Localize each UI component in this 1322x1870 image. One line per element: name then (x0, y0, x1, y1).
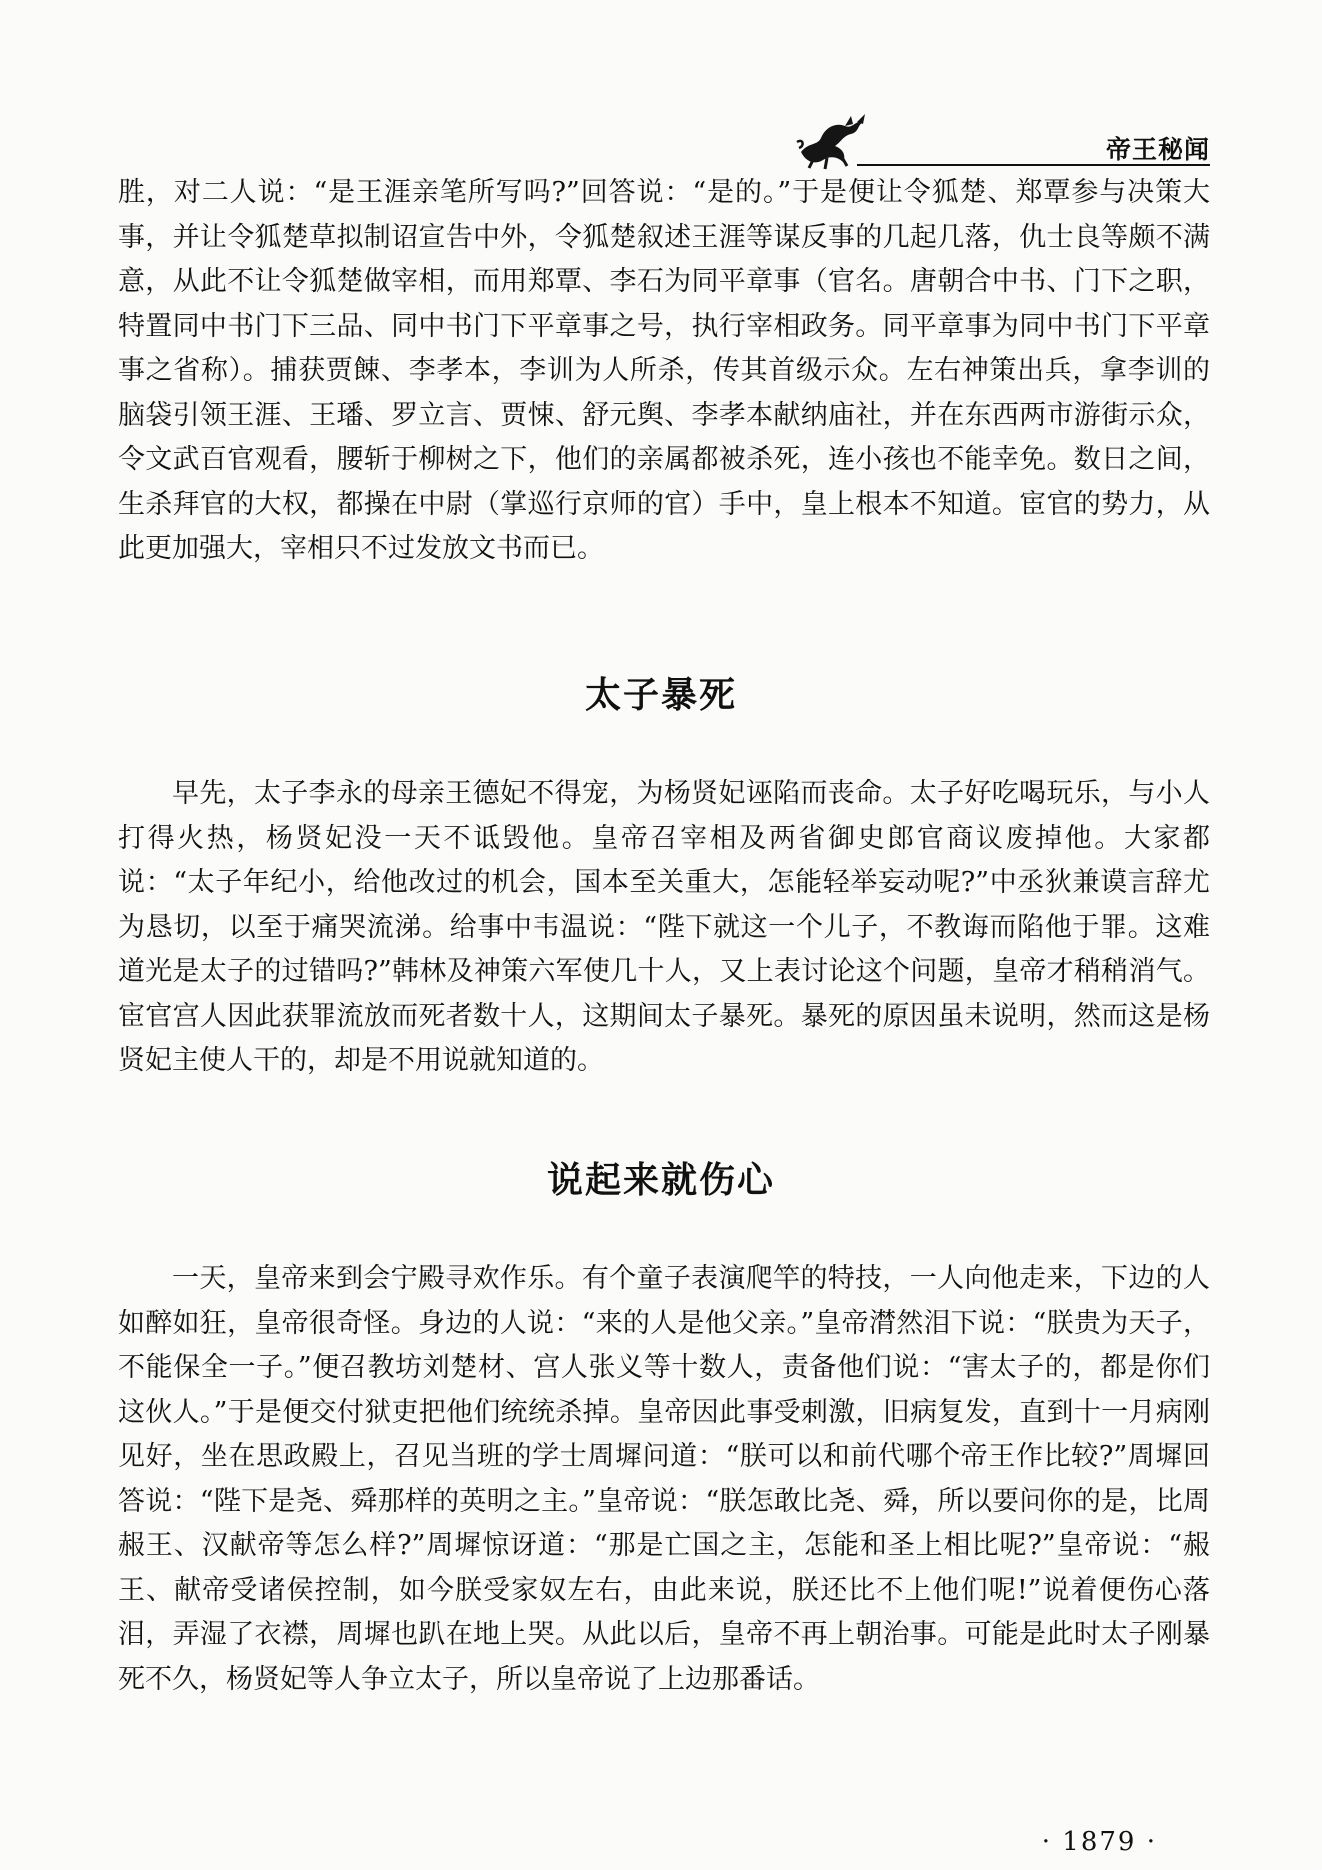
page-number: · 1879 · (1041, 1827, 1157, 1857)
body-paragraph: 早先，太子李永的母亲王德妃不得宠，为杨贤妃诬陷而丧命。太子好吃喝玩乐，与小人打得火热，杨贤妃没一天不诋毁他。皇帝召宰相及两省御史郎官商议废掉他。大家都说：“太子年纪小，给他改过的机会，国本至关重大，怎能轻举妄动呢?”中丞狄兼谟言辞尤为恳切，以至于痛哭流涕。给事中韦温说：“陛下就这一个儿子，不教诲而陷他于罪。这难道光是太子的过错吗?”韩林及神策六军使几十人，又上表讨论这个问题，皇帝才稍稍消气。宦官宫人因此获罪流放而死者数十人，这期间太子暴死。暴死的原因虽未说明，然而这是杨贤妃主使人干的，却是不用说就知道的。 (118, 778, 1210, 1076)
body-paragraph: 一天，皇帝来到会宁殿寻欢作乐。有个童子表演爬竿的特技，一人向他走来，下边的人如醉如狂，皇帝很奇怪。身边的人说：“来的人是他父亲。”皇帝潸然泪下说：“朕贵为天子，不能保全一子。”便召教坊刘楚材、宫人张义等十数人，责备他们说：“害太子的，都是你们这伙人。”于是便交付狱吏把他们统统杀掉。皇帝因此事受刺激，旧病复发，直到十一月病刚见好，坐在思政殿上，召见当班的学士周墀问道：“朕可以和前代哪个帝王作比较?”周墀回答说：“陛下是尧、舜那样的英明之主。”皇帝说：“朕怎敢比尧、舜，所以要问你的是，比周赧王、汉献帝等怎么样?”周墀惊讶道：“那是亡国之主，怎能和圣上相比呢?”皇帝说：“赧王、献帝受诸侯控制，如今朕受家奴左右，由此来说，朕还比不上他们呢!”说着便伤心落泪，弄湿了衣襟，周墀也趴在地上哭。从此以后，皇帝不再上朝治事。可能是此时太子刚暴死不久，杨贤妃等人争立太子，所以皇帝说了上边那番话。 (118, 1263, 1210, 1695)
dragon-icon (795, 112, 873, 170)
header-title: 帝王秘闻 (1105, 135, 1210, 164)
section-heading: 太子暴死 (584, 675, 737, 716)
section-heading: 说起来就伤心 (546, 1160, 775, 1201)
running-header (795, 112, 1210, 172)
body-paragraph: 胜，对二人说：“是王涯亲笔所写吗?”回答说：“是的。”于是便让令狐楚、郑覃参与决策大事，并让令狐楚草拟制诏宣告中外，令狐楚叙述王涯等谋反事的几起几落，仇士良等颇不满意，从此不让令狐楚做宰相，而用郑覃、李石为同平章事（官名。唐朝合中书、门下之职，特置同中书门下三品、同中书门下平章事之号，执行宰相政务。同平章事为同中书门下平章事之省称）。捕获贾餗、李孝本，李训为人所杀，传其首级示众。左右神策出兵，拿李训的脑袋引领王涯、王璠、罗立言、贾悚、舒元舆、李孝本献纳庙社，并在东西两市游街示众，令文武百官观看，腰斩于柳树之下，他们的亲属都被杀死，连小孩也不能幸免。数日之间，生杀拜官的大权，都操在中尉（掌巡行京师的官）手中，皇上根本不知道。宦官的势力，从此更加强大，宰相只不过发放文书而已。 (118, 177, 1210, 564)
